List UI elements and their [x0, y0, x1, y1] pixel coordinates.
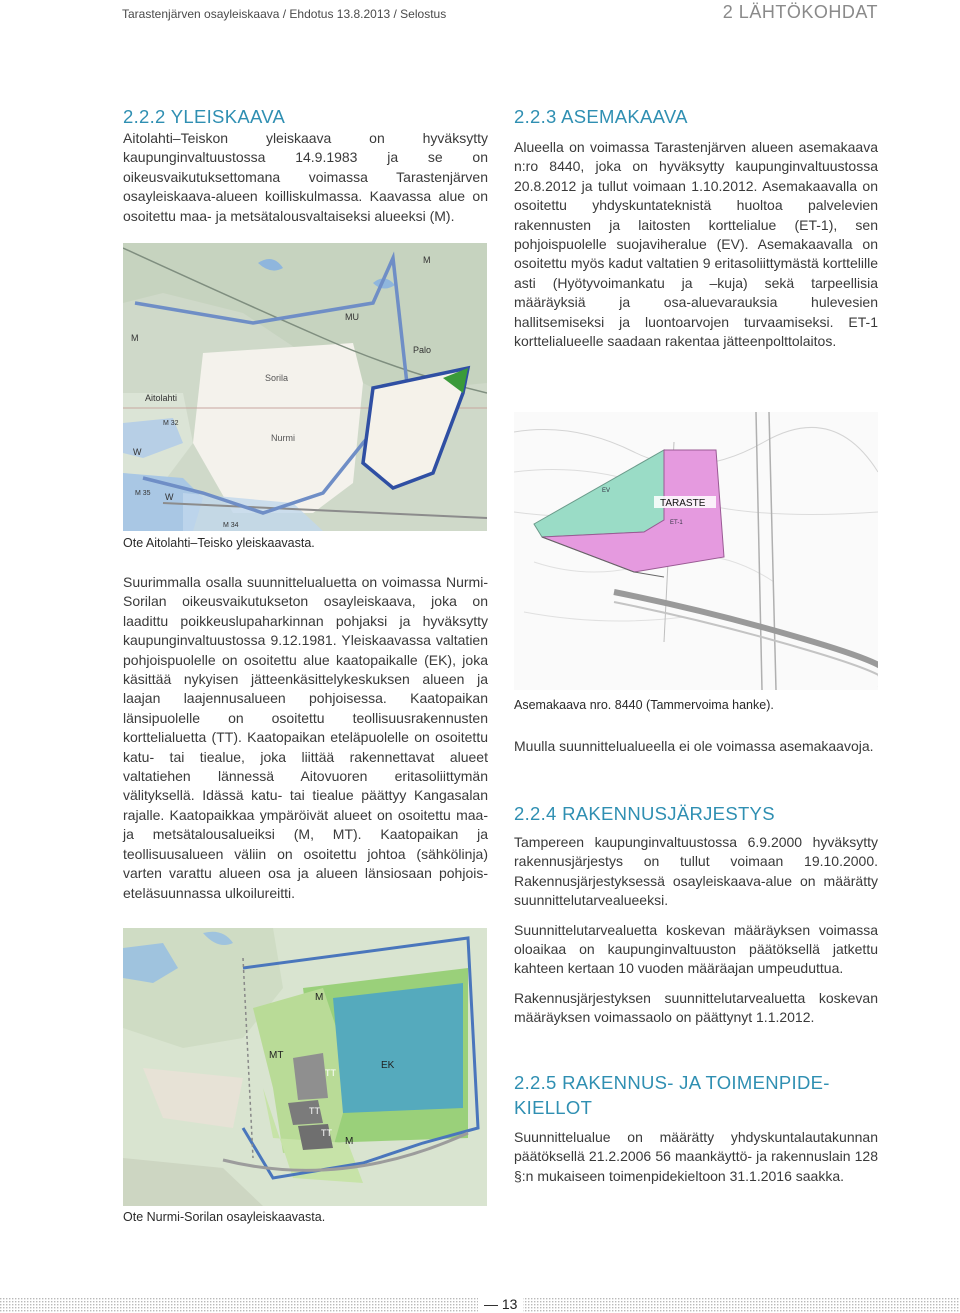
- paragraph-rakennuskiellot: [514, 1128, 878, 1186]
- map1-label-w2: W: [165, 492, 174, 502]
- map1-label-mu: MU: [345, 312, 359, 322]
- map1-label-m34: M 34: [223, 522, 239, 529]
- heading-rakennuskiellot: [514, 1070, 830, 1120]
- paragraph-text: Suunnittelutarvealuetta koskevan määräyksen voimassa oloaikaa on kaupunginvaltuuston päätöksellä jatkettu kahteen kertaan 10 vuoden määräajan umpeuduttua.: [514, 921, 878, 977]
- map2-label-taraste: TARASTE: [660, 498, 706, 509]
- map-nurmi-sorila-graphic: [123, 928, 487, 1206]
- map3-label-tt2: TT: [309, 1106, 320, 1116]
- map3-label-mt: MT: [269, 1050, 284, 1061]
- map1-label-aitolahti: Aitolahti: [145, 393, 178, 403]
- paragraph-text: Tampereen kaupunginvaltuustossa 6.9.2000 hyväksytty rakennusjärjestys on tullut voimaan 19.10.2000. Rakennusjärjestyksessä osayleiskaava-alue on määrätty suunnittelutarvealueeksi.: [514, 834, 878, 909]
- page-number: — 13: [478, 1296, 523, 1312]
- map3-label-tt1: TT: [325, 1068, 336, 1078]
- map1-label-m32: M 32: [163, 420, 179, 427]
- page-number-value: 13: [501, 1296, 518, 1312]
- paragraph-text: Alueella on voimassa Tarastenjärven alueen asemakaava n:ro 8440, joka on hyväksytty kaupunginvaltuustossa 20.8.2012 ja tullut voimaan 1.10.2012. Asemakaavalla on osoitettu yhdyskuntateknistä huoltoa palvelevien rakennusten ja laitosten korttelialue (ET-1), sen pohjoispuolelle suojaviheralue (EV). Asemakaavalla on osoitettu myös kadut valtatien 9 eritasoliittymästä korttelille asti (Hyötyvoimankatu ja –kuja) sekä tarpeellisia määräyksiä ja osa-aluevarauksia hulevesien hallitsemiseksi ja luontoarvojen turvaamiseksi. ET-1 korttelialueelle saadaan rakentaa jätteenpolttolaitos.: [514, 139, 878, 350]
- map1-label-sorila: Sorila: [265, 373, 289, 383]
- paragraph-text: Suunnittelualue on määrätty yhdyskuntalautakunnan päätöksellä 21.2.2006 56 maankäyttö- ja rakennuslain 128 §:n mukaiseen toimenpidekieltoon 31.1.2016 saakka.: [514, 1129, 878, 1184]
- paragraph-text: Rakennusjärjestyksen suunnittelutarvealuetta koskevan määräyksen voimassaolo on päättynyt 1.1.2012.: [514, 989, 878, 1026]
- heading-line: 2.2.5 RAKENNUS- JA TOIMENPIDE-: [514, 1072, 830, 1093]
- map1-label-m2: M: [131, 333, 139, 343]
- heading-line: KIELLOT: [514, 1097, 593, 1118]
- map1-label-m1: M: [423, 255, 431, 265]
- map3-label-ek: EK: [381, 1060, 395, 1071]
- caption-aitolahti-teisko: Ote Aitolahti–Teisko yleiskaavasta.: [123, 536, 315, 550]
- map-nurmi-sorila: [123, 928, 487, 1206]
- map2-label-ev: EV: [602, 488, 611, 494]
- map1-label-w1: W: [133, 447, 142, 457]
- paragraph-text: Muulla suunnittelualueella ei ole voimassa asemakaavoja.: [514, 738, 874, 754]
- heading-rakennusjarjestys: 2.2.4 RAKENNUSJÄRJESTYS: [514, 803, 775, 824]
- header-document-title: Tarastenjärven osayleiskaava / Ehdotus 13.8.2013 / Selostus: [122, 7, 447, 21]
- map2-label-et1: ET-1: [670, 520, 683, 526]
- map3-label-m1: M: [315, 992, 324, 1003]
- map3-label-m2: M: [345, 1136, 354, 1147]
- map3-label-tt3: TT: [321, 1128, 332, 1138]
- paragraph-text: Aitolahti–Teiskon yleiskaava on hyväksytty kaupunginvaltuustossa 14.9.1983 ja se on oikeusvaikutuksettomana voimassa Tarastenjärven osayleiskaava-alueen koilliskulmassa. Kaavassa alue on osoitettu maa- ja metsätalousvaltaiseksi alueeksi (M).: [123, 130, 488, 224]
- paragraph-rakennusjarjestys: [514, 833, 878, 1028]
- caption-asemakaava-8440: Asemakaava nro. 8440 (Tammervoima hanke).: [514, 698, 774, 712]
- map-asemakaava-8440: [514, 412, 878, 690]
- map1-label-palo: Palo: [413, 345, 432, 355]
- map1-label-nurmi: Nurmi: [271, 433, 295, 443]
- paragraph-nurmi-sorila: [123, 573, 488, 903]
- caption-nurmi-sorila: Ote Nurmi-Sorilan osayleiskaavasta.: [123, 1210, 326, 1224]
- paragraph-asemakaava: [514, 138, 878, 351]
- map-asemakaava-8440-graphic: [514, 412, 878, 690]
- heading-asemakaava: 2.2.3 ASEMAKAAVA: [514, 106, 688, 127]
- heading-yleiskaava: 2.2.2 YLEISKAAVA: [123, 106, 286, 127]
- map1-label-m35: M 35: [135, 490, 151, 497]
- paragraph-no-other-asemakaava: [514, 737, 878, 756]
- header-chapter-title: 2 LÄHTÖKOHDAT: [722, 2, 878, 22]
- map-aitolahti-teisko-graphic: [123, 243, 487, 531]
- paragraph-text: Suurimmalla osalla suunnittelualuetta on voimassa Nurmi-Sorilan oikeusvaikutukseton osayleiskaava, joka on laadittu poikkeuslupaharkinnan pohjaksi ja hyväksytty kaupunginvaltuustossa 9.12.1981. Yleiskaavassa valtatien pohjoispuolelle on osoitettu alue kaatopaikalle (EK), joka käsittää nykyisen jätteenkäsittelykeskuksen alueen ja laajan laajennusalueen pohjoisessa. Kaatopaikan länsipuolelle on osoitettu teollisuusrakennusten korttelialuetta (TT). Kaatopaikan eteläpuolelle on osoitettu katu- tai tiealue, joka liittää rakennettavat alueet valtatiehen lännessä Aitovuoren eritasoliittymän välityksellä. Idässä katu- tai tiealue päättyy Kangasalan rajalle. Kaatopaikkaa ympäröivät alueet on osoitettu maa- ja metsätalousalueiksi (M, MT). Kaatopaikan ja teollisuusalueen väliin on osoitettu johtoa (sähkölinja) varten varattu alueen osa ja alueen länsiosaan pohjois-eteläsuunnassa ulkoilureitti.: [123, 574, 488, 901]
- paragraph-yleiskaava-intro: [123, 129, 488, 226]
- map-aitolahti-teisko: [123, 243, 487, 531]
